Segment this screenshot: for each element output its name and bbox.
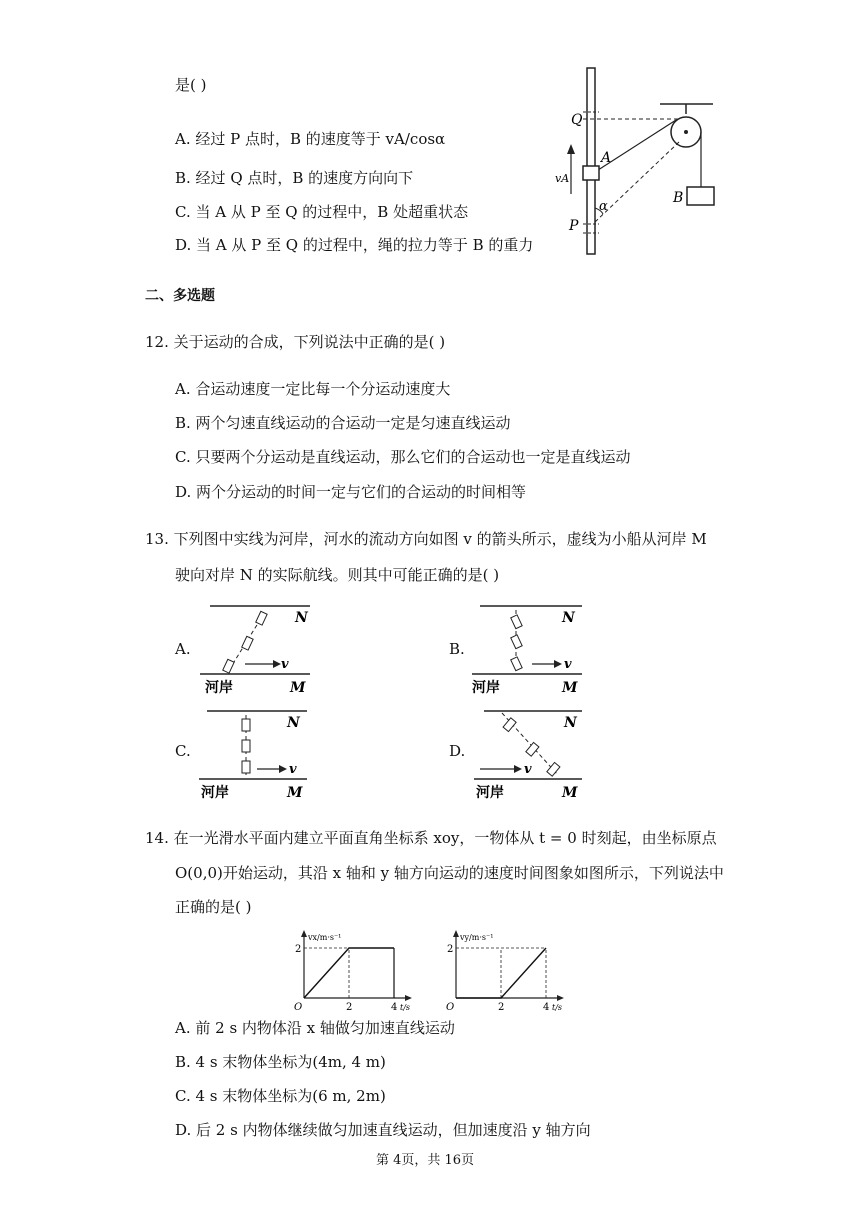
y-axis-label: vy/m·s⁻¹	[460, 933, 494, 942]
q13-d-n: N	[564, 715, 577, 731]
q13-panel-c-letter: C.	[175, 742, 191, 760]
q13-a-flow: v	[281, 657, 289, 672]
q11-label-va: vA	[555, 172, 570, 185]
q13-b-m: M	[562, 680, 578, 696]
x-tick-label: O	[446, 1002, 455, 1013]
q12-option-a: A. 合运动速度一定比每一个分运动速度大	[175, 380, 451, 398]
x-tick-label: O	[294, 1002, 303, 1013]
q11-option-a: A. 经过 P 点时，B 的速度等于 vA/cosα	[175, 130, 446, 148]
q13-panel-a	[195, 600, 325, 700]
x-axis-arrow	[557, 995, 564, 1001]
q11-label-a: A	[601, 150, 612, 166]
q11-option-c: C. 当 A 从 P 至 Q 的过程中，B 处超重状态	[175, 203, 469, 221]
q13-c-n: N	[287, 715, 300, 731]
q12-stem: 12. 关于运动的合成，下列说法中正确的是( )	[145, 333, 446, 351]
q13-panel-d-letter: D.	[449, 742, 466, 760]
q14-stem-line2: O(0,0)开始运动，其沿 x 轴和 y 轴方向运动的速度时间图象如图所示，下列说法中	[175, 864, 724, 882]
y-axis-label: vx/m·s⁻¹	[308, 933, 342, 942]
q13-b-n: N	[562, 610, 575, 626]
q11-pulley-figure	[555, 62, 725, 262]
q14-stem-line3: 正确的是( )	[175, 898, 252, 916]
y-axis-arrow	[301, 930, 307, 937]
q11-label-alpha: α	[599, 199, 608, 214]
q11-option-d: D. 当 A 从 P 至 Q 的过程中，绳的拉力等于 B 的重力	[175, 236, 534, 254]
q13-panel-d	[470, 705, 600, 805]
x-tick-label: 2	[498, 1002, 505, 1013]
x-axis-label: t/s	[552, 1003, 563, 1012]
x-axis-label: t/s	[400, 1003, 411, 1012]
q14-option-b: B. 4 s 末物体坐标为(4m, 4 m)	[175, 1053, 386, 1071]
section-title: 二、多选题	[145, 288, 215, 304]
q13-a-m: M	[290, 680, 306, 696]
q13-a-bank: 河岸	[205, 680, 233, 696]
x-tick-label: 2	[346, 1002, 353, 1013]
q13-b-bank: 河岸	[472, 680, 500, 696]
q13-b-flow: v	[564, 657, 572, 672]
q14-option-d: D. 后 2 s 内物体继续做匀加速直线运动，但加速度沿 y 轴方向	[175, 1121, 591, 1139]
y-axis-arrow	[453, 930, 459, 937]
q13-stem-line2: 驶向对岸 N 的实际航线。则其中可能正确的是( )	[175, 566, 500, 584]
q11-stem-tail: 是( )	[175, 76, 207, 94]
q13-panel-b	[470, 600, 600, 700]
q13-c-flow: v	[289, 762, 297, 777]
y-tick-label: 2	[295, 944, 302, 955]
q14-option-c: C. 4 s 末物体坐标为(6 m, 2m)	[175, 1087, 386, 1105]
q13-d-bank: 河岸	[476, 785, 504, 801]
q12-option-d: D. 两个分运动的时间一定与它们的合运动的时间相等	[175, 483, 527, 501]
q11-option-b: B. 经过 Q 点时，B 的速度方向向下	[175, 169, 414, 187]
q12-option-c: C. 只要两个分运动是直线运动，那么它们的合运动也一定是直线运动	[175, 448, 631, 466]
q13-d-flow: v	[524, 762, 532, 777]
q13-stem-line1: 13. 下列图中实线为河岸，河水的流动方向如图 v 的箭头所示，虚线为小船从河岸 M	[145, 530, 707, 548]
q11-label-q: Q	[571, 112, 583, 128]
q14-stem-line1: 14. 在一光滑水平面内建立平面直角坐标系 xoy，一物体从 t = 0 时刻起，由坐标原点	[145, 829, 717, 847]
q13-c-bank: 河岸	[201, 785, 229, 801]
q12-option-b: B. 两个匀速直线运动的合运动一定是匀速直线运动	[175, 414, 511, 432]
q13-a-n: N	[295, 610, 308, 626]
vy-chart	[438, 928, 568, 1014]
q13-panel-a-letter: A.	[175, 640, 191, 658]
q14-option-a: A. 前 2 s 内物体沿 x 轴做匀加速直线运动	[175, 1019, 455, 1037]
q13-c-m: M	[287, 785, 303, 801]
q11-label-p: P	[569, 218, 579, 234]
x-tick-label: 4	[391, 1002, 398, 1013]
page-footer: 第 4页，共 16页	[376, 1153, 475, 1168]
q13-d-m: M	[562, 785, 578, 801]
x-tick-label: 4	[543, 1002, 550, 1013]
vx-chart	[286, 928, 416, 1014]
q13-panel-b-letter: B.	[449, 640, 465, 658]
q13-panel-c	[195, 705, 325, 805]
q11-label-b: B	[673, 190, 684, 206]
x-axis-arrow	[405, 995, 412, 1001]
y-tick-label: 2	[447, 944, 454, 955]
